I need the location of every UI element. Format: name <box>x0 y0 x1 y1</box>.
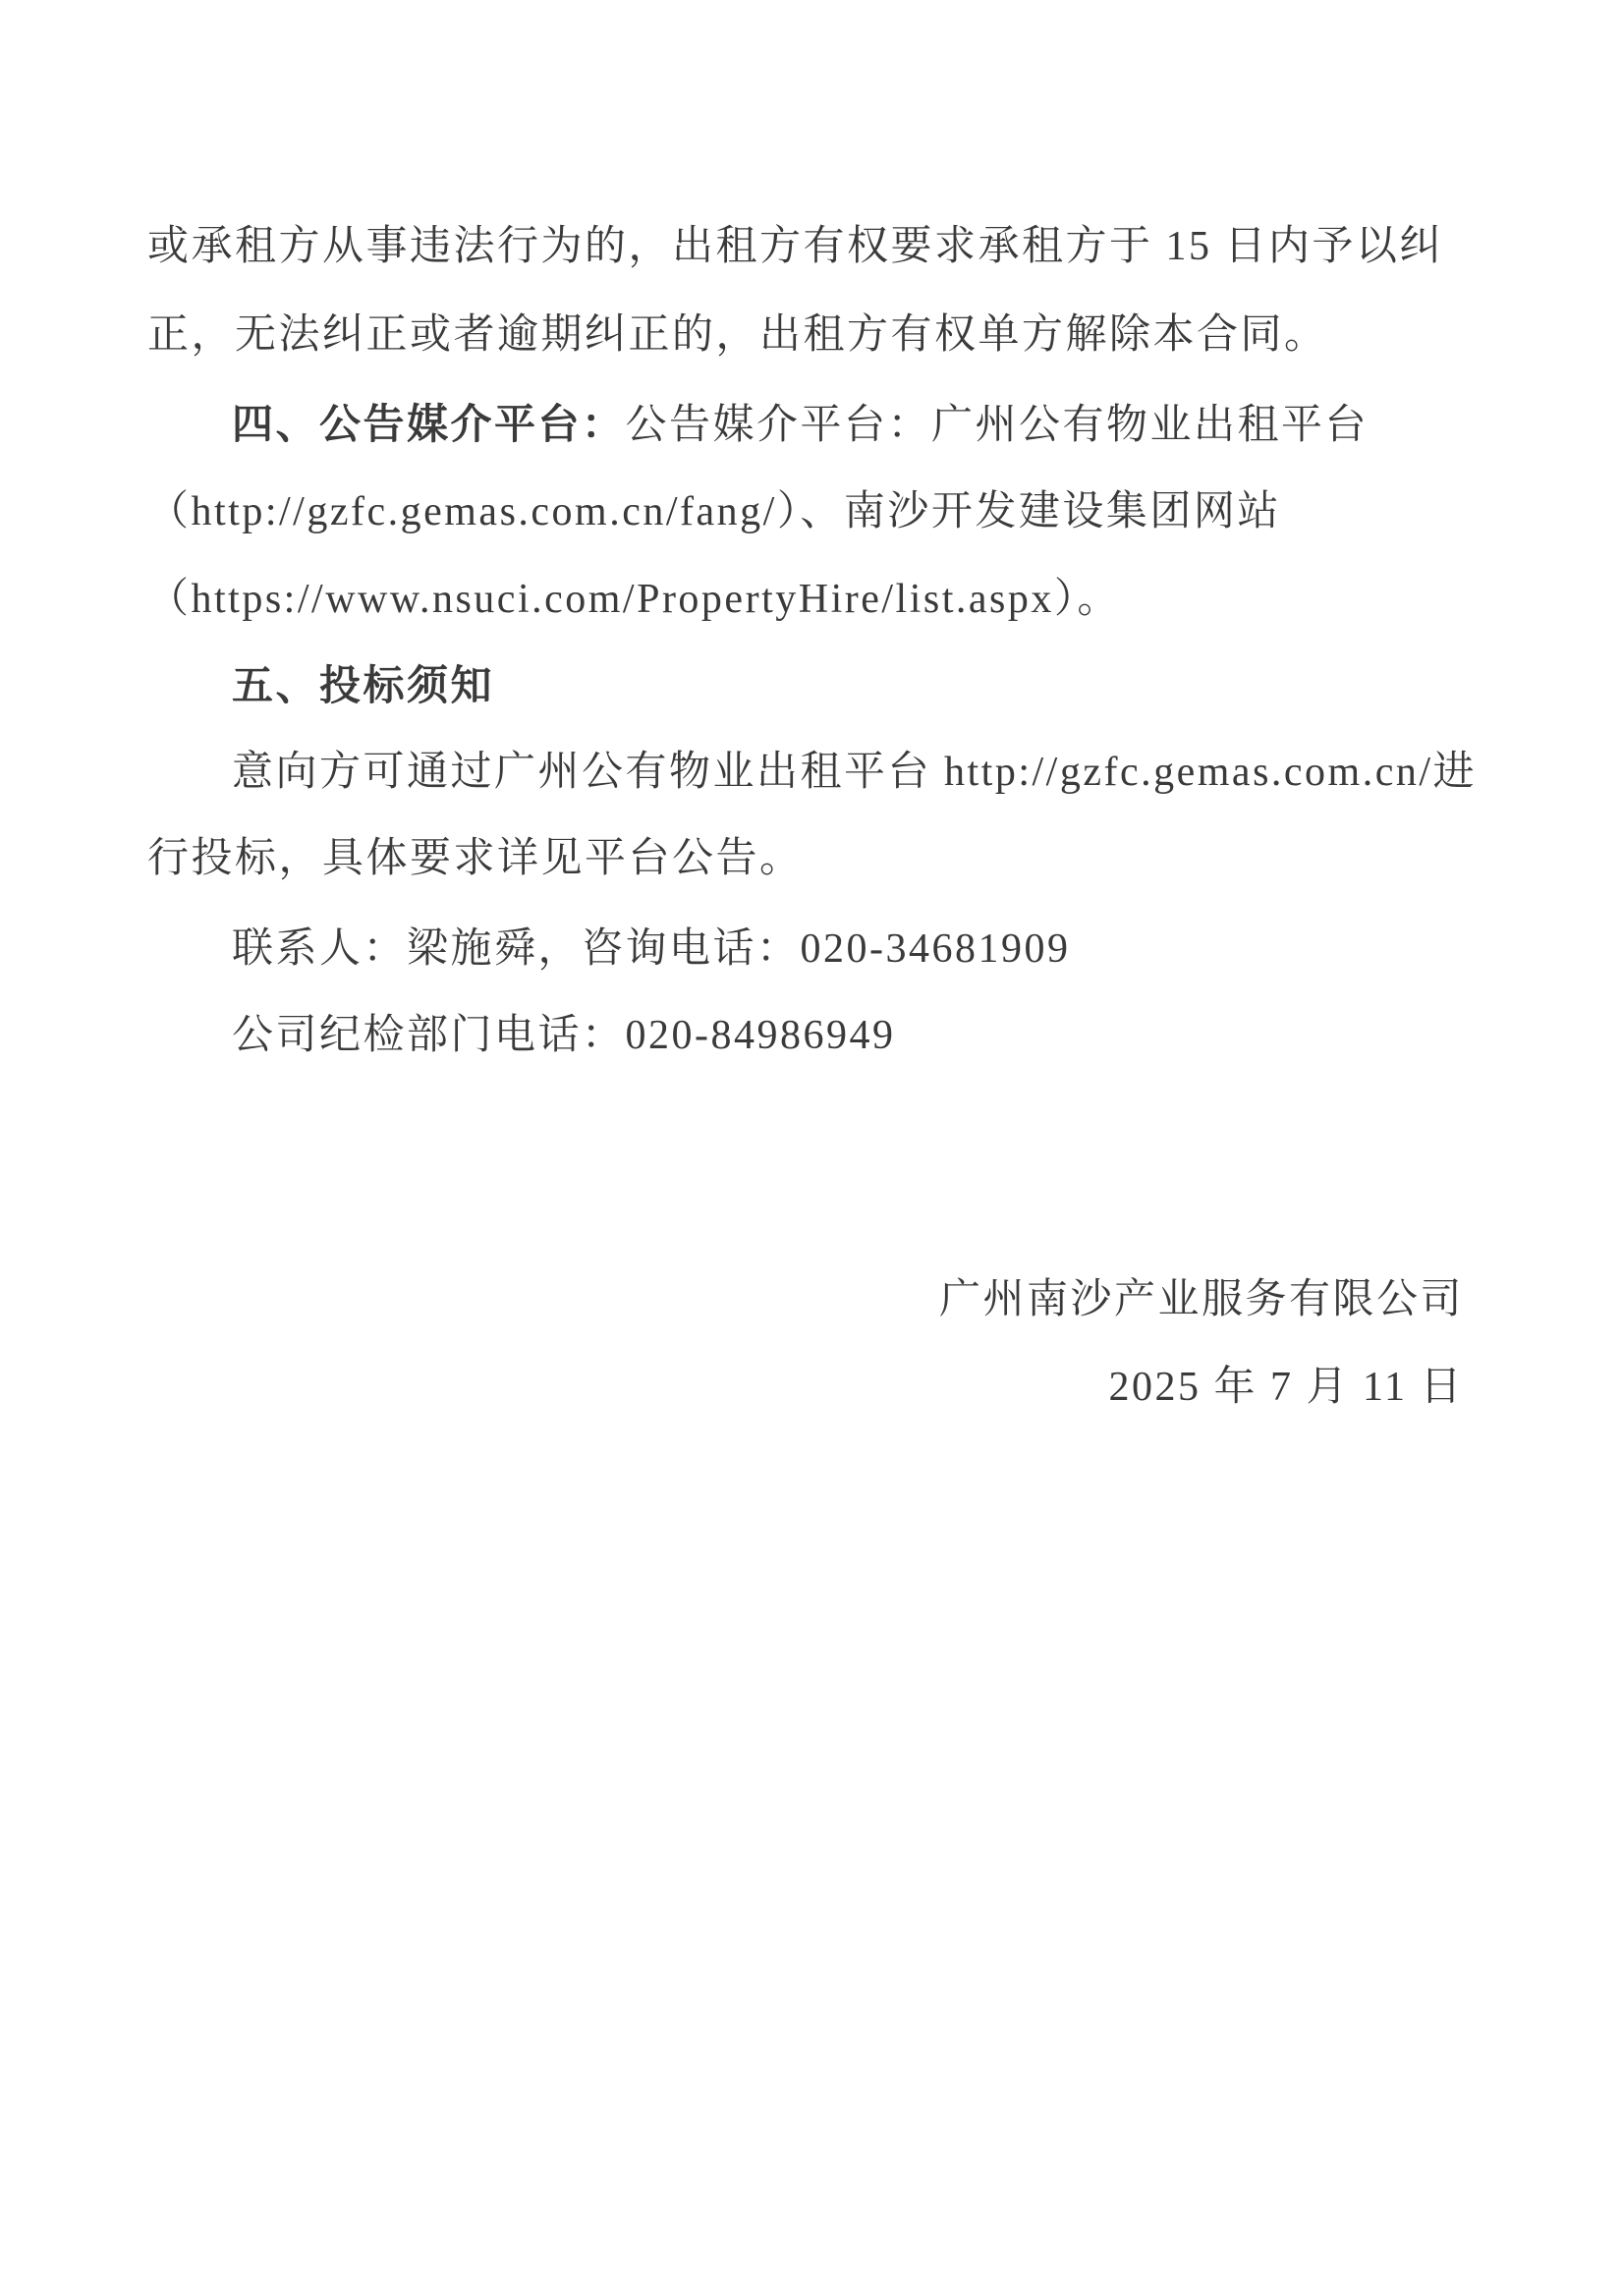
discipline-phone-line: 公司纪检部门电话：020-84986949 <box>232 1013 896 1058</box>
section4-heading: 四、公告媒介平台： <box>232 403 626 448</box>
section4-url-line-1: （http://gzfc.gemas.com.cn/fang/）、南沙开发建设集团网站 <box>147 489 1281 534</box>
signature-date: 2025 年 7 月 11 日 <box>1108 1365 1464 1410</box>
section5-text-line-1: 意向方可通过广州公有物业出租平台 http://gzfc.gemas.com.cn/进 <box>232 750 1478 795</box>
section5-heading: 五、投标须知 <box>232 664 495 709</box>
signature-company-name: 广州南沙产业服务有限公司 <box>938 1277 1464 1322</box>
clause-continuation-line-2: 正，无法纠正或者逾期纠正的，出租方有权单方解除本合同。 <box>147 312 1328 358</box>
clause-continuation-line-1: 或承租方从事违法行为的，出租方有权要求承租方于 15 日内予以纠 <box>147 224 1444 269</box>
contact-line: 联系人：梁施舜，咨询电话：020-34681909 <box>232 926 1071 972</box>
section5-text-line-2: 行投标，具体要求详见平台公告。 <box>147 836 804 881</box>
section4-url-line-2: （https://www.nsuci.com/PropertyHire/list.aspx）。 <box>147 577 1121 622</box>
section4-line <box>232 403 1369 448</box>
section4-text: 公告媒介平台：广州公有物业出租平台 <box>625 403 1369 448</box>
